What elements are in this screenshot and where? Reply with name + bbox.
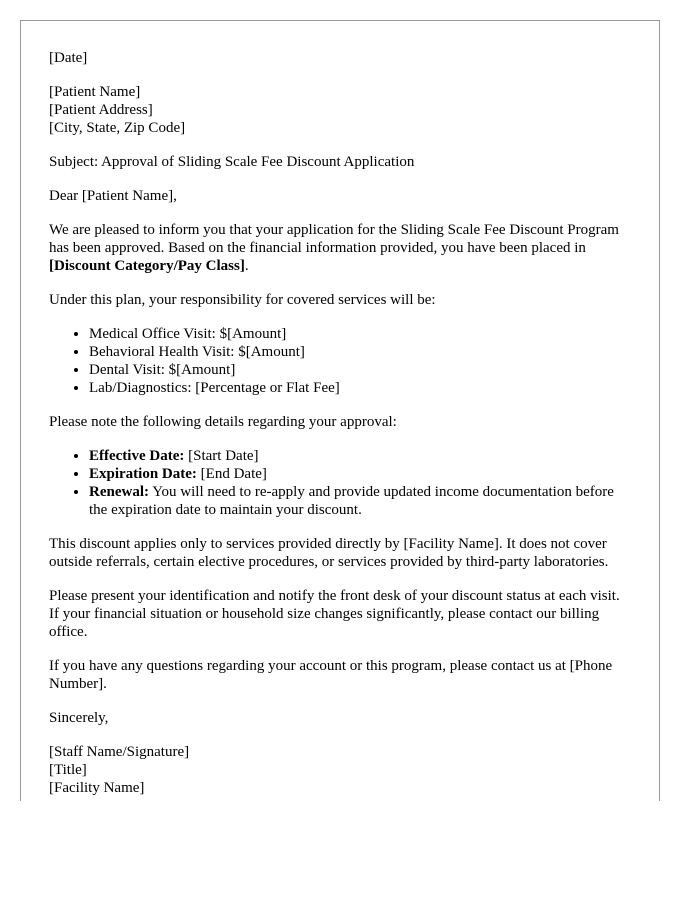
recipient-city-state-zip: [City, State, Zip Code] [49,120,186,136]
responsibility-intro: Under this plan, your responsibility for covered services will be: [49,292,436,308]
signature-name: [Staff Name/Signature] [49,744,190,760]
detail-label: Effective Date: [89,448,185,464]
detail-item-effective-date [89,447,631,465]
signature-block [49,743,631,797]
intro-paragraph [49,221,631,275]
signature-title: [Title] [49,762,87,778]
detail-item-renewal [89,483,631,519]
letter-body [21,21,659,797]
service-item: • Dental Visit: $[Amount] [89,361,631,379]
detail-text: [Start Date] [184,448,259,464]
recipient-block [49,83,631,137]
service-item: • Behavioral Health Visit: $[Amount] [89,343,631,361]
intro-text: We are pleased to inform you that your application for the Sliding Scale Fee Discount Program has been approved. Based on the financial information provided, you have been placed in [49,222,619,256]
letter-salutation: Dear [Patient Name], [49,188,177,204]
details-intro: Please note the following details regarding your approval: [49,414,397,430]
detail-item-expiration-date [89,465,631,483]
recipient-name: [Patient Name] [49,84,141,100]
discount-category: [Discount Category/Pay Class] [49,258,245,274]
recipient-address: [Patient Address] [49,102,153,118]
service-item: • Medical Office Visit: $[Amount] [89,325,631,343]
letter-page [20,20,660,801]
intro-end: . [244,258,249,274]
contact-paragraph: If you have any questions regarding your account or this program, please contact us at [Phone Number]. [49,658,613,692]
letter-subject: Subject: Approval of Sliding Scale Fee Discount Application [49,154,415,170]
details-list [49,447,631,519]
letter-date: [Date] [49,50,88,66]
instructions-paragraph: Please present your identification and notify the front desk of your discount status at each visit. If your financial situation or household size changes significantly, please contact our billing office. [49,588,620,640]
detail-label: Expiration Date: [89,466,197,482]
detail-text: [End Date] [196,466,267,482]
letter-closing: Sincerely, [49,710,109,726]
services-list [49,325,631,397]
service-item: • Lab/Diagnostics: [Percentage or Flat Fee] [89,379,631,397]
signature-facility: [Facility Name] [49,780,145,796]
detail-text: You will need to re-apply and provide updated income documentation before the expiration date to maintain your discount. [89,484,614,518]
scope-paragraph: This discount applies only to services provided directly by [Facility Name]. It does not cover outside referrals, certain elective procedures, or services provided by third-party laboratories. [49,536,609,570]
detail-label: Renewal: [89,484,149,500]
